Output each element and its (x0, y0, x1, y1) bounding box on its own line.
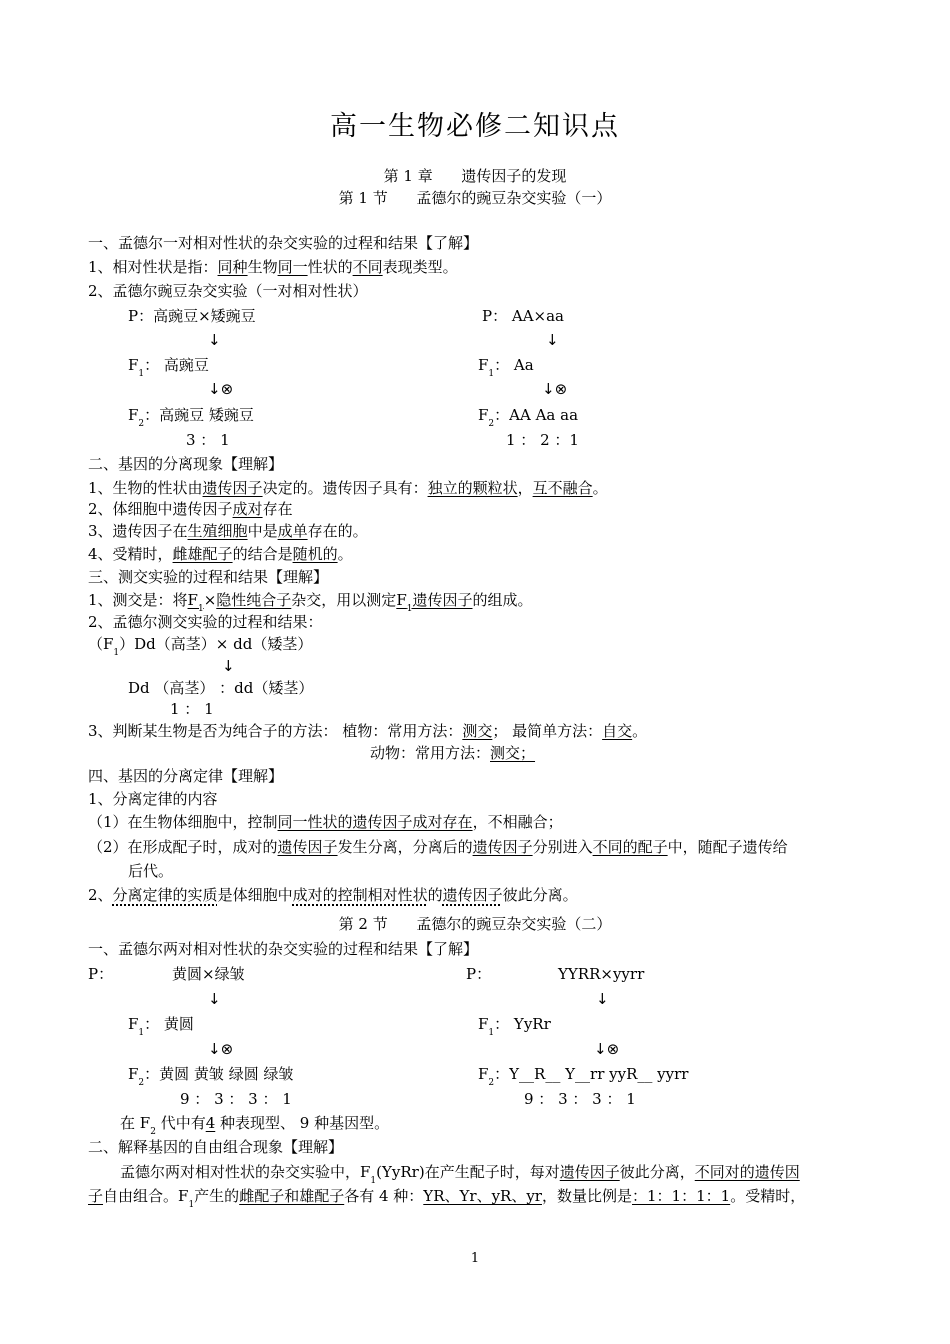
cross2-f1-left: $F_1$： 黄圆 (128, 1015, 194, 1038)
page-title: 高一生物必修二知识点 (330, 111, 620, 142)
heading-2: 二、基因的分离现象【理解】 (88, 455, 284, 473)
line-purity-method: 3、判断某生物是否为纯合子的方法： 植物：常用方法：测交； 最简单方法：自交。 (88, 722, 648, 740)
line-pairs: 2、体细胞中遗传因子成对存在 (88, 500, 293, 518)
testcross-ratio: 1 ： 1 (170, 700, 214, 718)
cross2-p-left: 黄圆×绿皱 (172, 965, 245, 983)
line-f2-types: 在 $F_2$ 代中有4 种表现型、 9 种基因型。 (120, 1114, 390, 1137)
heading-4: 四、基因的分离定律【理解】 (88, 767, 284, 785)
arrow-self-icon: ↓⊗ (208, 1040, 234, 1058)
cross2-f2-left: $F_2$：黄圆 黄皱 绿圆 绿皱 (128, 1065, 294, 1088)
line-law-1: （1）在生物体细胞中，控制同一性状的遗传因子成对存在，不相融合； (88, 813, 563, 831)
arrow-icon: ↓ (546, 331, 559, 349)
line-law-content: 1、分离定律的内容 (88, 790, 218, 808)
arrow-self-icon: ↓⊗ (594, 1040, 620, 1058)
arrow-icon: ↓ (208, 990, 221, 1008)
cross1-f1-right: $F_1$： Aa (478, 356, 534, 379)
testcross-p: $(F_1)Dd$（高茎）× dd（矮茎） (88, 635, 313, 658)
paragraph-line-1: 孟德尔两对相对性状的杂交实验中，$F_1(YyRr)$在产生配子时，每对遗传因子彼此分离，不同对的遗传因 (120, 1163, 800, 1186)
cross1-ratio-left: 3 ： 1 (186, 431, 230, 449)
cross2-f2-right: $F_2$：Y__R__ Y__rr yyR__ yyrr (478, 1065, 689, 1088)
section-heading (0, 189, 950, 207)
cross1-ratio-right: 1 ： 2 ：1 (506, 431, 579, 449)
line-testcross-process: 2、孟德尔测交实验的过程和结果： (88, 613, 323, 631)
line-law-2-cont: 后代。 (128, 862, 174, 880)
cross2-ratio-left: 9 ： 3 ： 3 ： 1 (180, 1090, 292, 1108)
line-fertilization: 4、受精时，雌雄配子的结合是随机的。 (88, 545, 353, 563)
line-relative-trait: 1、相对性状是指：同种生物同一性状的不同表现类型。 (88, 258, 458, 276)
section-label: 第 1 节 (338, 189, 388, 207)
s2-heading-2: 二、解释基因的自由组合现象【理解】 (88, 1138, 344, 1156)
line-animal-method: 动物：常用方法：测交； (370, 744, 536, 762)
arrow-self-icon: ↓⊗ (542, 380, 568, 398)
page-number: 1 (470, 1251, 480, 1266)
cross2-p-right: YYRR×yyrr (558, 965, 645, 983)
line-law-essence: 2、分离定律的实质是体细胞中成对的控制相对性状的遗传因子彼此分离。 (88, 886, 578, 904)
cross2-ratio-right: 9 ： 3 ： 3 ： 1 (524, 1090, 636, 1108)
section-name: 孟德尔的豌豆杂交实验（一） (416, 189, 612, 207)
cross1-f2-left: $F_2$：高豌豆 矮豌豆 (128, 406, 254, 429)
cross1-f1-left: $F_1$： 高豌豆 (128, 356, 209, 379)
testcross-result: Dd （高茎） ：dd（矮茎） (128, 679, 314, 697)
line-testcross-def: 1、测交是：将$F_1\times$隐性纯合子杂交，用以测定$F_1$遗传因子的组成。 (88, 591, 533, 614)
line-gametes: 3、遗传因子在生殖细胞中是成单存在的。 (88, 522, 368, 540)
heading-1: 一、孟德尔一对相对性状的杂交实验的过程和结果【了解】 (88, 234, 479, 252)
cross1-p-right: P： AA×aa (482, 307, 564, 325)
arrow-icon: ↓ (222, 657, 235, 675)
arrow-icon: ↓ (208, 331, 221, 349)
line-law-2: （2）在形成配子时，成对的遗传因子发生分离，分离后的遗传因子分别进入不同的配子中，随配子遗传给 (88, 838, 788, 856)
s2-heading-1: 一、孟德尔两对相对性状的杂交实验的过程和结果【了解】 (88, 940, 479, 958)
chapter-heading (0, 167, 950, 185)
heading-3: 三、测交实验的过程和结果【理解】 (88, 568, 329, 586)
cross2-f1-right: $F_1$： YyRr (478, 1015, 551, 1038)
arrow-self-icon: ↓⊗ (208, 380, 234, 398)
arrow-icon: ↓ (596, 990, 609, 1008)
line-trait-factor: 1、生物的性状由遗传因子决定的。遗传因子具有：独立的颗粒状，互不融合。 (88, 479, 608, 497)
chapter-name: 遗传因子的发现 (461, 167, 567, 185)
line-experiment: 2、孟德尔豌豆杂交实验（一对相对性状） (88, 282, 368, 300)
cross1-p-left: P：高豌豆×矮豌豆 (128, 307, 256, 325)
paragraph-line-2: 子自由组合。$F_1$产生的雌配子和雄配子各有 4 种：YR、Yr、yR、yr，数量比例是：1：1：1：1。受精时， (88, 1187, 806, 1210)
cross2-p-label-right: P： (466, 965, 492, 983)
cross1-f2-right: $F_2$：AA Aa aa (478, 406, 579, 429)
cross2-p-label: P： (88, 965, 114, 983)
section2-heading: 第 2 节 孟德尔的豌豆杂交实验（二） (338, 915, 612, 933)
chapter-label: 第 1 章 (383, 167, 433, 185)
